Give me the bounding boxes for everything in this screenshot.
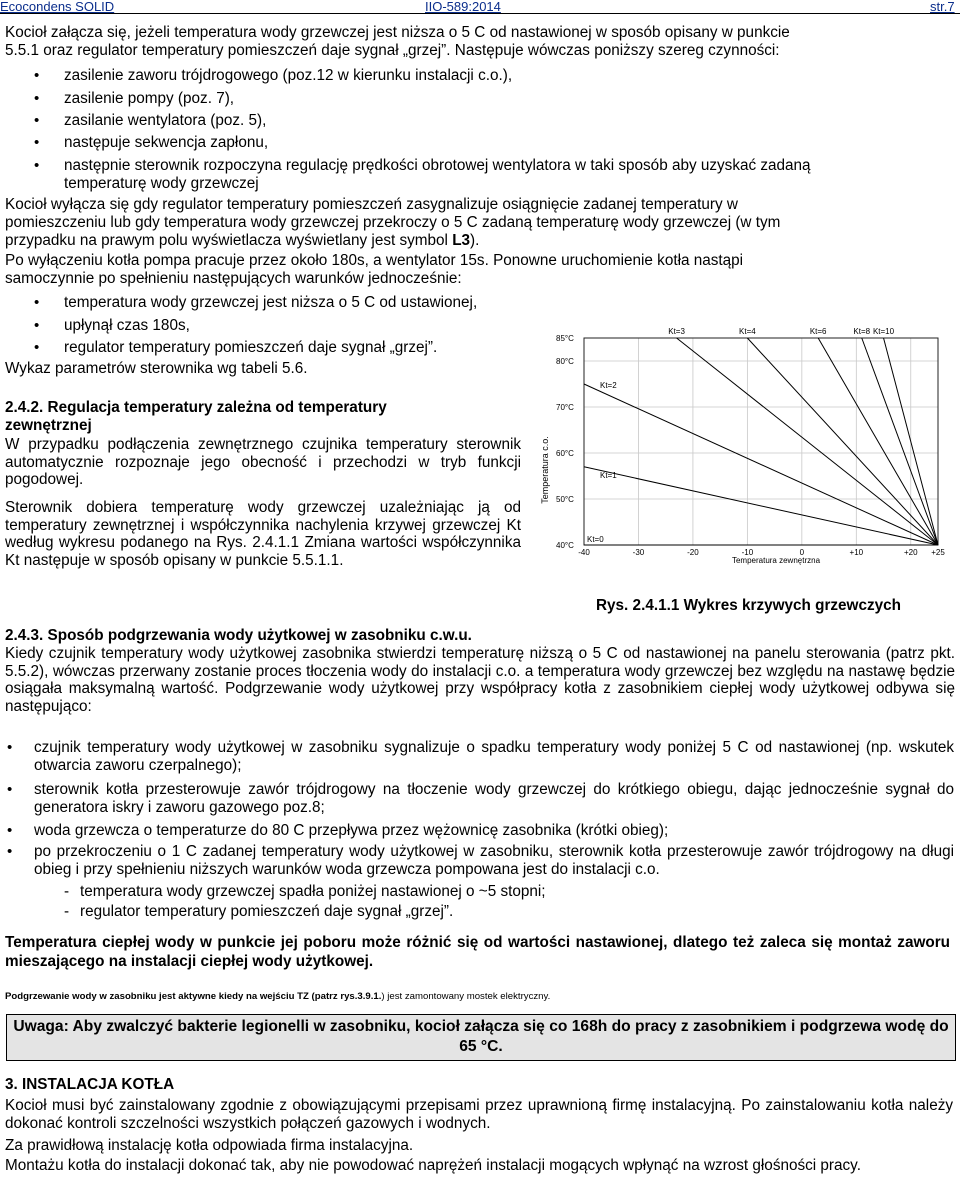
header-product[interactable]: Ecocondens SOLID — [0, 0, 115, 14]
chart-series — [584, 327, 938, 545]
tz-note-text: Podgrzewanie wody w zasobniku jest aktywne kiedy na wejściu TZ (patrz rys.3.9.1. — [5, 991, 382, 1002]
header-doc-code[interactable]: IIO-589:2014 — [425, 0, 501, 14]
after-line-1: Po wyłączeniu kotła pompa pracuje przez około 180s, a wentylator 15s. Ponowne uruchomienie kotła nastąpi — [5, 252, 744, 269]
off-line-3 — [5, 232, 479, 250]
x-axis-label: Temperatura zewnętrzna — [731, 556, 821, 565]
list-item: zasilenie zaworu trójdrogowego (poz.12 w kierunku instalacji c.o.), — [64, 67, 513, 84]
y-tick-label: 50°C — [556, 495, 574, 504]
y-tick-label: 80°C — [556, 357, 574, 366]
y-tick-label: 40°C — [556, 541, 574, 550]
x-tick-label: +10 — [849, 548, 864, 557]
dash-item: regulator temperatury pomieszczeń daje sygnał „grzej”. — [80, 903, 454, 920]
series-label: Kt=1 — [600, 470, 617, 480]
x-tick-label: +25 — [931, 548, 945, 557]
y-tick-label: 60°C — [556, 449, 574, 458]
bullet-dot: • — [34, 90, 40, 107]
off-line-3-text: przypadku na prawym polu wyświetlacza wyświetlany jest symbol — [5, 232, 453, 249]
series-label: Kt=3 — [668, 327, 685, 336]
table-reference: Wykaz parametrów sterownika wg tabeli 5.6. — [5, 360, 308, 377]
y-tick-label: 85°C — [556, 334, 574, 343]
list-item: temperatura wody grzewczej jest niższa o 5 C od ustawionej, — [64, 294, 478, 311]
bullet-dot: • — [34, 339, 40, 356]
list-item: regulator temperatury pomieszczeń daje sygnał „grzej”. — [64, 339, 438, 356]
off-line-1: Kocioł wyłącza się gdy regulator temperatury pomieszczeń zasygnalizuje osiągnięcie zadanej temperatury w — [5, 196, 738, 213]
header-page-number[interactable]: str.7 — [930, 0, 955, 14]
list-item: zasilanie wentylatora (poz. 5), — [64, 112, 267, 129]
bullet-dot: • — [7, 843, 13, 860]
chart-grid — [584, 338, 938, 545]
tz-note-text-end: ) jest zamontowany mostek elektryczny. — [381, 991, 551, 1002]
header-rule — [0, 13, 960, 14]
x-tick-label: +20 — [903, 548, 918, 557]
figure-caption: Rys. 2.4.1.1 Wykres krzywych grzewczych — [596, 597, 901, 614]
after-line-2: samoczynnie po spełnieniu następujących warunków jednocześnie: — [5, 270, 462, 287]
series-label: Kt=8 — [853, 327, 871, 336]
series-label: Kt=6 — [809, 327, 827, 336]
dash-mark: - — [64, 883, 70, 900]
list-item: sterownik kotła przesterowuje zawór trójdrogowy na tłoczenie wody grzewczej do krótkiego obiegu, dając jednocześnie sygnał do generatora iskry i zaworu gazowego poz.8; — [34, 781, 954, 816]
paragraph-sensor: W przypadku podłączenia zewnętrznego czujnika temperatury sterownik automatycznie rozpoznaje jego obecność i przechodzi w tryb funkcji pogodowej. — [5, 436, 521, 489]
intro-line-2: 5.5.1 oraz regulator temperatury pomieszczeń daje sygnał „grzej”. Następuje wówczas poniższy szereg czynności: — [5, 42, 780, 59]
section-heading-3: 3. INSTALACJA KOTŁA — [5, 1076, 175, 1093]
chart-frame — [584, 338, 938, 545]
x-tick-label: -20 — [687, 548, 699, 557]
series-line — [747, 338, 938, 545]
intro-line-1: Kocioł załącza się, jeżeli temperatura wody grzewczej jest niższa o 5 C od nastawionej w sposób opisany w punkcie — [5, 24, 790, 41]
list-item: zasilenie pompy (poz. 7), — [64, 90, 235, 107]
legionella-warning-box: Uwaga: Aby zwalczyć bakterie legionelli w zasobniku, kocioł załącza się co 168h do pracy z zasobnikiem i podgrzewa wodę do 65 °C. — [6, 1014, 956, 1061]
series-line — [584, 384, 938, 545]
dash-item: temperatura wody grzewczej spadła poniżej nastawionej o ~5 stopni; — [80, 883, 546, 900]
list-item: woda grzewcza o temperaturze do 80 C przepływa przez wężownicę zasobnika (krótki obieg); — [34, 822, 669, 839]
bullet-dot: • — [34, 134, 40, 151]
install-paragraph-3: Montażu kotła do instalacji dokonać tak, aby nie powodować naprężeń instalacji mogących wpłynąć na wzrost głośności pracy. — [5, 1157, 861, 1174]
bullet-dot: • — [7, 781, 13, 798]
y-tick-label: 70°C — [556, 403, 574, 412]
list-item: czujnik temperatury wody użytkowej w zasobniku sygnalizuje o spadku temperatury wody poniżej 5 C od nastawionej (np. wskutek otwarcia zaworu czerpalnego); — [34, 739, 954, 774]
series-line — [862, 338, 938, 545]
paragraph-dhw: Kiedy czujnik temperatury wody użytkowej zasobnika stwierdzi temperaturę niższą o 5 C od nastawionej na panelu sterowania (patrz pkt. 5.5.2), wówczas przerwany zostanie proces tłoczenia wody do instalacji c.o. a temperatura wody grzewczej bez względu na nastawę będzie osiągała maksymalną wartość. Podgrzewanie wody użytkowej przy współpracy kotła z zasobnikiem ciepłej wody użytkowej odbywa się następująco: — [5, 645, 955, 715]
series-label: Kt=4 — [739, 327, 756, 336]
series-label: Kt=0 — [587, 535, 604, 544]
section-heading-2-4-2: 2.4.2. Regulacja temperatury zależna od temperatury — [5, 399, 387, 416]
install-paragraph-2: Za prawidłową instalację kotła odpowiada firma instalacyjna. — [5, 1137, 414, 1154]
series-label: Kt=10 — [872, 327, 895, 336]
bullet-dot: • — [34, 317, 40, 334]
list-item: upłynął czas 180s, — [64, 317, 190, 334]
list-item-continuation: temperaturę wody grzewczej — [64, 175, 259, 192]
bullet-dot: • — [34, 67, 40, 84]
list-item: po przekroczeniu o 1 C zadanej temperatury wody użytkowej w zasobniku, sterownik kotła przesterowuje zawór trójdrogowy na długi obieg i przy spełnieniu niższych warunków woda grzewcza pompowana jest do instalacji c.o. — [34, 843, 954, 878]
bullet-dot: • — [34, 157, 40, 174]
section-heading-2-4-2-cont: zewnętrznej — [5, 417, 92, 434]
x-tick-label: 0 — [799, 548, 805, 557]
bullet-dot: • — [34, 294, 40, 311]
section-heading-2-4-3: 2.4.3. Sposób podgrzewania wody użytkowej w zasobniku c.w.u. — [5, 627, 472, 644]
series-label: Kt=2 — [600, 381, 617, 390]
series-line — [677, 338, 938, 545]
bullet-dot: • — [7, 739, 13, 756]
symbol-l3: L3 — [452, 232, 471, 249]
series-line — [818, 338, 938, 545]
heating-curve-chart — [526, 320, 956, 572]
off-line-2: pomieszczeniu lub gdy temperatura wody grzewczej przekroczy o 5 C zadaną temperaturę wody grzewczej (w tym — [5, 214, 781, 231]
y-axis-label: Temperatura c.o. — [540, 436, 550, 504]
dash-mark: - — [64, 903, 70, 920]
x-tick-label: -30 — [632, 548, 645, 557]
bullet-dot: • — [7, 822, 13, 839]
tz-input-note — [5, 988, 550, 1006]
x-tick-label: -10 — [741, 548, 754, 557]
paragraph-curve: Sterownik dobiera temperaturę wody grzewczej uzależniając ją od temperatury zewnętrznej i współczynnika nachylenia krzywej grzewczej Kt według wykresu podanego na Rys. 2.4.1.1 Zmiana wartości współczynnika Kt następuje w sposób opisany w punkcie 5.5.1.1. — [5, 499, 521, 569]
page-header — [0, 0, 960, 14]
list-item: następnie sterownik rozpoczyna regulację prędkości obrotowej wentylatora w taki sposób aby uzyskać zadaną — [64, 157, 811, 174]
list-item: następuje sekwencja zapłonu, — [64, 134, 269, 151]
off-line-3-end: ). — [470, 232, 480, 249]
install-paragraph-1: Kocioł musi być zainstalowany zgodnie z obowiązującymi przepisami przez uprawnioną firmę instalacyjną. Po zainstalowaniu kotła należy dokonać kontroli szczelności wszystkich połączeń gazowych i wodnych. — [5, 1097, 953, 1132]
plot-frame — [584, 338, 938, 545]
series-line — [584, 467, 938, 545]
bullet-dot: • — [34, 112, 40, 129]
y-tick-labels — [556, 334, 574, 550]
mixing-valve-note: Temperatura ciepłej wody w punkcie jej poboru może różnić się od wartości nastawionej, dlatego też zaleca się montaż zaworu mieszającego na instalacji ciepłej wody użytkowej. — [5, 934, 950, 970]
x-tick-label: -40 — [578, 548, 590, 557]
